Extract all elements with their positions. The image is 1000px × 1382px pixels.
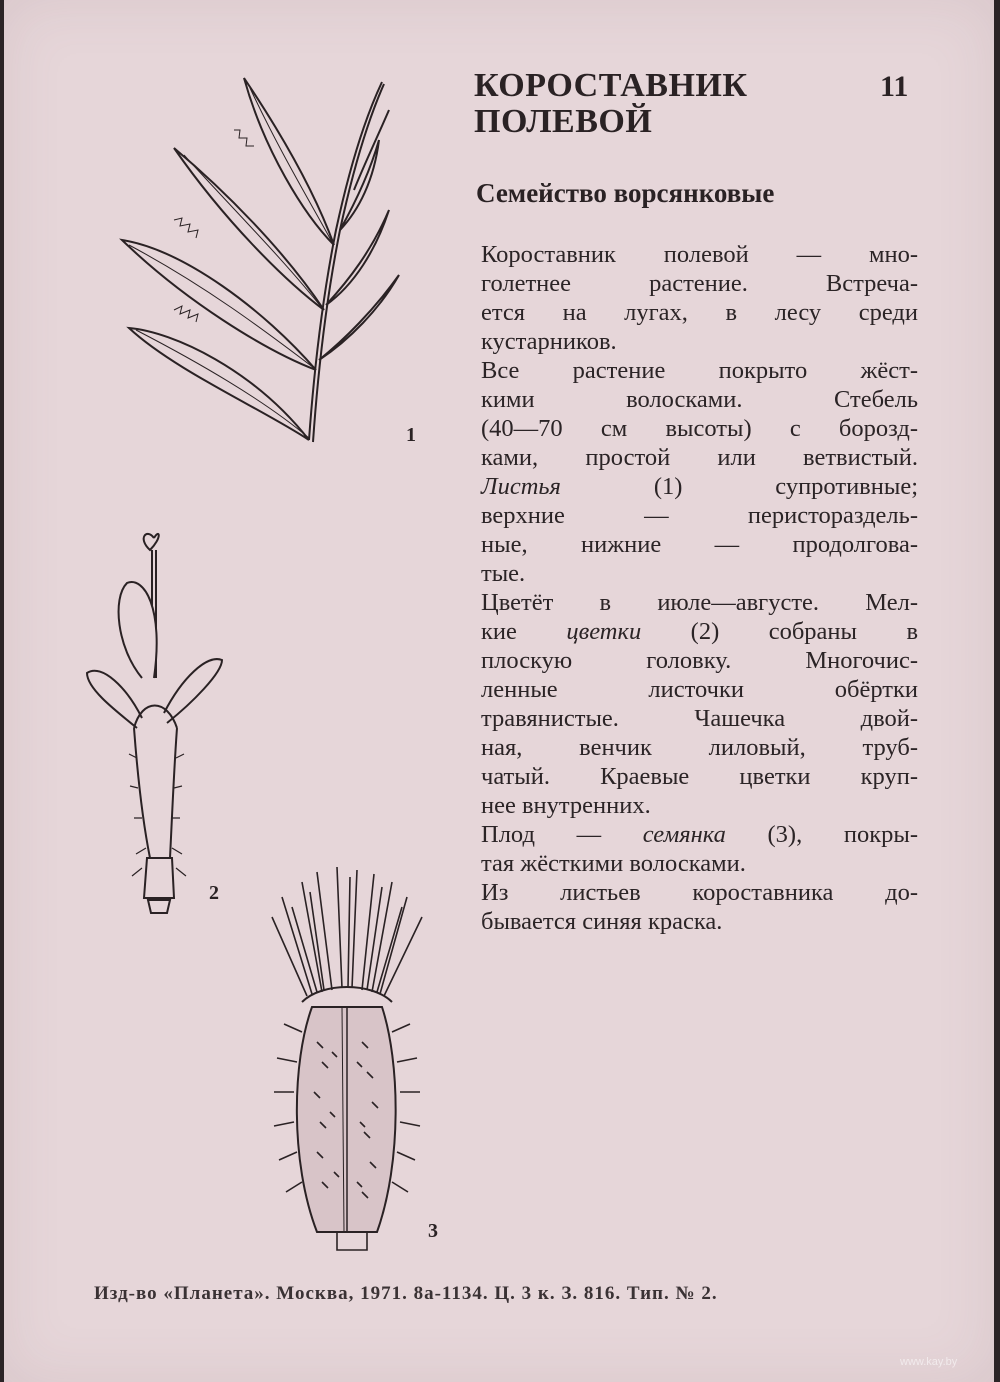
plant-title	[474, 68, 774, 140]
leafy-stem-illustration	[114, 70, 404, 450]
text-fragment: Плод —	[481, 821, 643, 848]
text-line	[481, 820, 918, 849]
text-line	[481, 849, 918, 878]
text-line	[481, 762, 918, 791]
description-text	[481, 240, 918, 936]
text-line	[481, 675, 918, 704]
figure-label-3: 3	[428, 1220, 438, 1242]
text-fragment: травянистые. Чашечка двой-	[481, 705, 918, 732]
text-fragment: чатый. Краевые цветки круп-	[481, 763, 918, 790]
italic-term: цветки	[566, 618, 642, 645]
title-line-2: ПОЛЕВОЙ	[474, 103, 653, 140]
text-fragment: нее внутренних.	[481, 792, 651, 819]
text-fragment: тая жёсткими волосками.	[481, 850, 746, 877]
title-line-1: КОРОСТАВНИК	[474, 67, 748, 104]
text-fragment: ные, нижние — продолгова-	[481, 531, 918, 558]
italic-term: семянка	[642, 821, 726, 848]
italic-term: Листья	[481, 473, 561, 500]
text-fragment: голетнее растение. Встреча-	[481, 270, 918, 297]
text-line	[481, 298, 918, 327]
flower-illustration	[82, 528, 232, 918]
text-line	[481, 269, 918, 298]
text-line	[481, 385, 918, 414]
text-fragment: ная, венчик лиловый, труб-	[481, 734, 918, 761]
text-line	[481, 878, 918, 907]
text-line	[481, 907, 918, 936]
figure-label-1: 1	[406, 424, 416, 446]
text-line	[481, 240, 918, 269]
text-fragment: (40—70 см высоты) с борозд-	[481, 415, 918, 442]
text-line	[481, 704, 918, 733]
text-line	[481, 646, 918, 675]
text-fragment: ками, простой или ветвистый.	[481, 444, 918, 471]
text-fragment: (2) собраны в	[641, 618, 919, 645]
publisher-footer: Изд-во «Планета». Москва, 1971. 8а-1134. Ц. 3 к. З. 816. Тип. № 2.	[94, 1283, 718, 1304]
text-line	[481, 791, 918, 820]
text-fragment: (1) супротивные;	[560, 473, 918, 500]
achene-illustration	[262, 862, 442, 1262]
text-line	[481, 356, 918, 385]
text-line	[481, 327, 918, 356]
text-line	[481, 617, 918, 646]
text-fragment: верхние — перистораздель-	[481, 502, 918, 529]
text-fragment: ленные листочки обёртки	[481, 676, 918, 703]
text-line	[481, 588, 918, 617]
text-line	[481, 472, 918, 501]
text-fragment: бывается синяя краска.	[481, 908, 723, 935]
family-heading: Семейство ворсянковые	[476, 178, 775, 208]
text-fragment: ется на лугах, в лесу среди	[481, 299, 918, 326]
text-fragment: кими волосками. Стебель	[481, 386, 918, 413]
text-line	[481, 501, 918, 530]
text-line	[481, 733, 918, 762]
card-number: 11	[880, 70, 909, 103]
figure-label-2: 2	[209, 882, 219, 904]
text-fragment: Из листьев короставника до-	[481, 879, 918, 906]
text-fragment: кие	[481, 618, 567, 645]
text-fragment: (3), покры-	[725, 821, 918, 848]
text-line	[481, 530, 918, 559]
text-line	[481, 414, 918, 443]
text-line	[481, 559, 918, 588]
text-fragment: кустарников.	[481, 328, 617, 355]
text-fragment: плоскую головку. Многочис-	[481, 647, 918, 674]
text-fragment: Все растение покрыто жёст-	[481, 357, 918, 384]
text-fragment: Цветёт в июле—августе. Мел-	[481, 589, 918, 616]
postcard	[4, 0, 994, 1382]
text-fragment: тые.	[481, 560, 526, 587]
watermark: www.kay.by	[900, 1356, 958, 1368]
text-fragment: Короставник полевой — мно-	[481, 241, 918, 268]
text-line	[481, 443, 918, 472]
